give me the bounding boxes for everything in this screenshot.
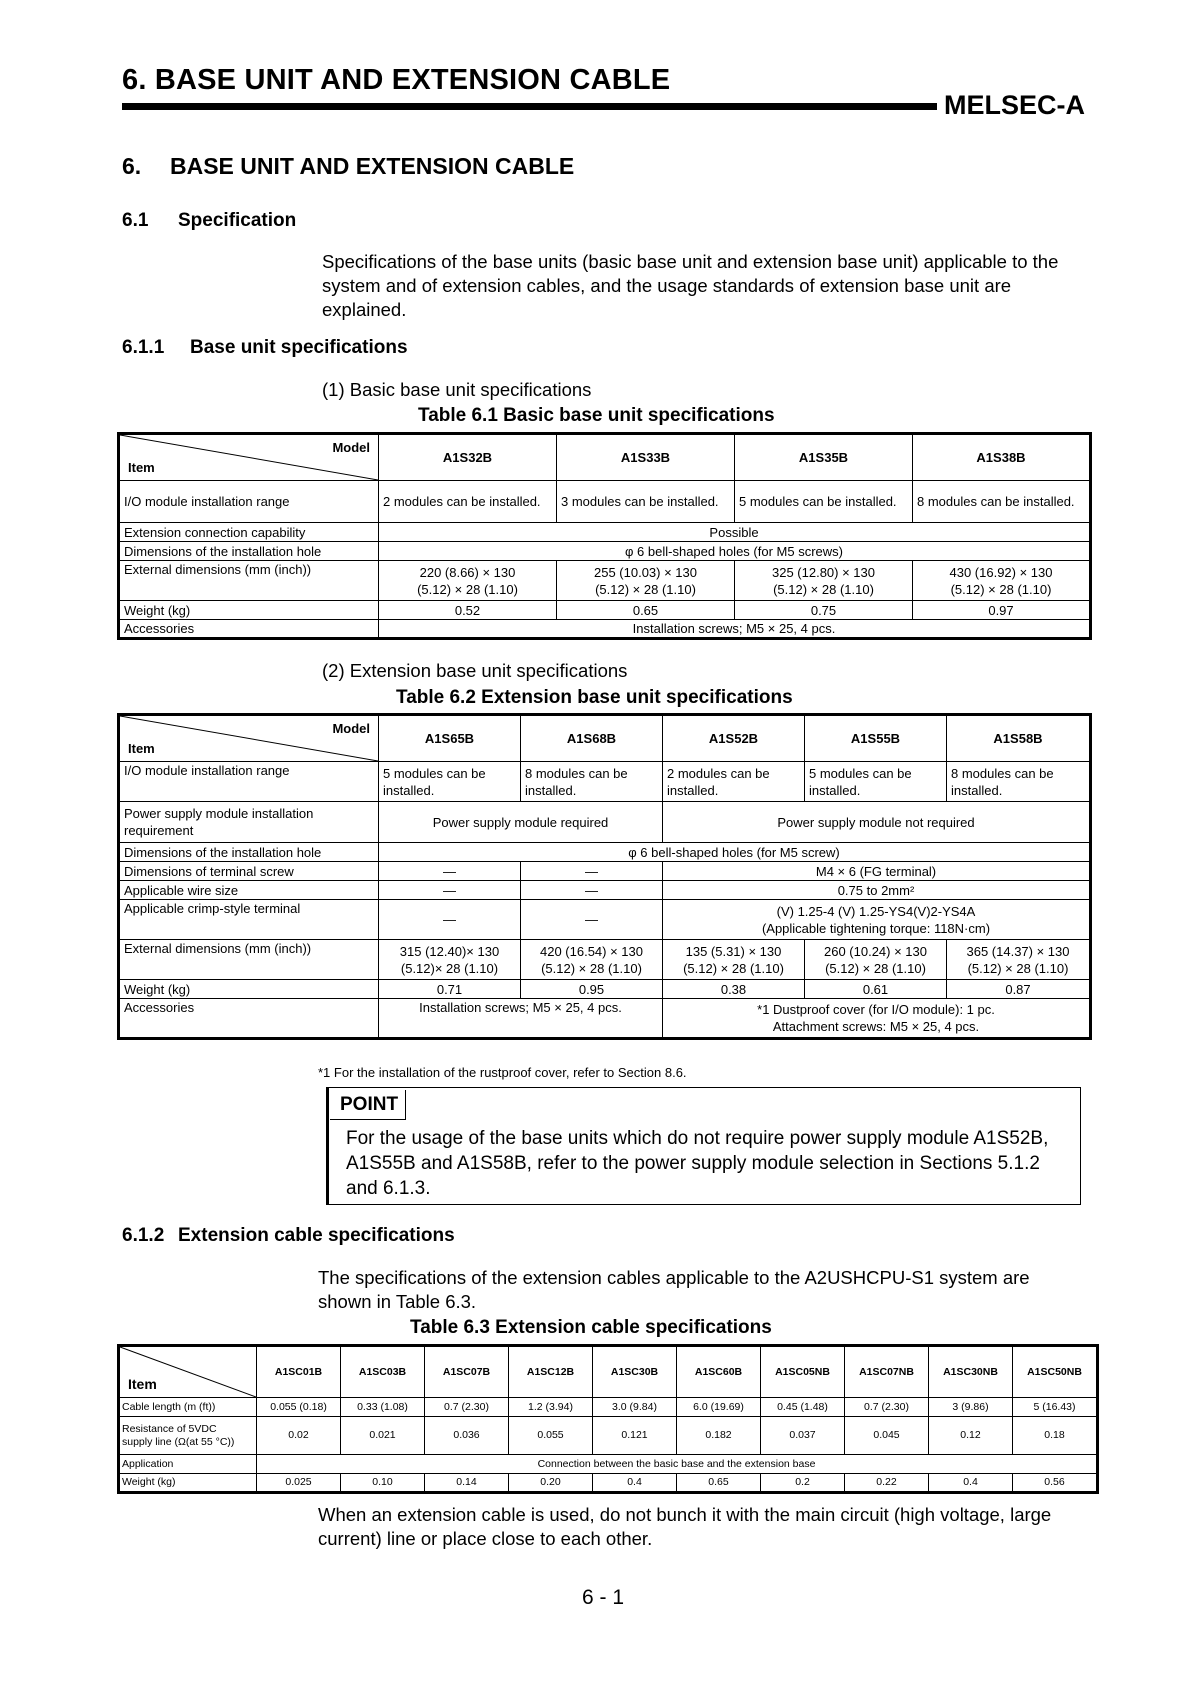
table-cell: Connection between the basic base and the extension base [257,1455,1098,1474]
model-header: A1S65B [379,715,521,762]
model-header: A1SC50NB [1013,1346,1098,1398]
model-header: A1S38B [913,434,1091,481]
row-label: Weight (kg) [119,601,379,620]
row-label: Application [119,1455,257,1474]
section-6-1-1-heading [122,337,408,359]
table-cell: 0.52 [379,601,557,620]
table-cell: 0.10 [341,1474,425,1493]
item-label: Item [128,741,155,756]
section-6-1-paragraph: Specifications of the base units (basic base unit and extension base unit) applicable to the system and of extension cables, and the usage standards of extension base unit are explained. [322,251,1059,320]
table-cell: 0.61 [805,980,947,999]
chapter-title: BASE UNIT AND EXTENSION CABLE [170,153,575,179]
row-label: Dimensions of terminal screw [119,862,379,881]
table-cell: 0.38 [663,980,805,999]
dim-line: 420 (16.54) × 130 [540,943,643,959]
row-label: Weight (kg) [119,980,379,999]
table-cell: Power supply module required [379,802,663,843]
table-cell: 2 modules can be installed. [379,481,557,523]
table-cell: — [521,900,663,940]
row-label: I/O module installation range [119,481,379,523]
table-cell: — [521,881,663,900]
crimp-line: (Applicable tightening torque: 118N·cm) [761,920,991,936]
table-cell: 0.02 [257,1417,341,1455]
table-cell: 0.20 [509,1474,593,1493]
row-label-line: supply line (Ω(at 55 °C)) [122,1435,235,1448]
table-cell: 0.18 [1013,1417,1098,1455]
model-header: A1S55B [805,715,947,762]
table-cell: 0.182 [677,1417,761,1455]
dim-line: (5.12)× 28 (1.10) [400,960,499,976]
table-cell: 0.65 [677,1474,761,1493]
table-cell: — [379,862,521,881]
table1-caption: Table 6.1 Basic base unit specifications [418,405,775,426]
table-cell [557,561,735,601]
table-cell: 0.045 [845,1417,929,1455]
item-label: Item [128,1376,157,1392]
table-cell: 0.45 (1.48) [761,1398,845,1417]
point-text: For the usage of the base units which do not require power supply module A1S52B, A1S55B and A1S58B, refer to the power supply module selection in Sections 5.1.2 and 6.1.3. [346,1128,1049,1199]
cable-usage-note: When an extension cable is used, do not bunch it with the main circuit (high voltage, large current) line or place close to each other. [318,1504,1052,1549]
dim-line: (5.12) × 28 (1.10) [417,581,518,597]
dim-line: (5.12) × 28 (1.10) [950,581,1052,597]
model-header: A1SC30NB [929,1346,1013,1398]
table-cell: 0.025 [257,1474,341,1493]
table-cell: 0.56 [1013,1474,1098,1493]
model-header: A1SC07B [425,1346,509,1398]
table-cell: 5 (16.43) [1013,1398,1098,1417]
table-cell: 3.0 (9.84) [593,1398,677,1417]
table-cell: 5 modules can be installed. [379,762,521,802]
model-header: A1S32B [379,434,557,481]
model-header: A1S52B [663,715,805,762]
table-cell [947,940,1091,980]
model-label: Model [332,440,370,455]
table3-caption: Table 6.3 Extension cable specifications [410,1317,772,1338]
section-6-1-2-heading [122,1225,455,1247]
model-header: A1SC12B [509,1346,593,1398]
model-header: A1SC07NB [845,1346,929,1398]
header-rule [122,103,937,110]
row-label: Accessories [119,620,379,639]
acc-line: *1 Dustproof cover (for I/O module): 1 pc. [757,1002,995,1017]
row-label: Dimensions of the installation hole [119,542,379,561]
dim-line: (5.12) × 28 (1.10) [595,581,696,597]
dim-line: 220 (8.66) × 130 [419,564,516,580]
section-title: Base unit specifications [190,337,408,358]
table-cell: 0.037 [761,1417,845,1455]
table-cell: 8 modules can be installed. [947,762,1091,802]
table-extension-base-units [117,713,1092,1040]
table-cell: Possible [379,523,1091,542]
table1-subheading: (1) Basic base unit specifications [322,379,592,400]
table-cell: 8 modules can be installed. [913,481,1091,523]
point-label: POINT [330,1090,406,1120]
table2-footnote: *1 For the installation of the rustproof cover, refer to Section 8.6. [318,1065,687,1080]
model-header: A1SC01B [257,1346,341,1398]
table-cell: 3 (9.86) [929,1398,1013,1417]
dim-line: (5.12) × 28 (1.10) [825,960,926,976]
dim-line: 430 (16.92) × 130 [949,564,1053,580]
table-header-corner [119,434,379,481]
chapter-number: 6. [122,153,142,179]
section-title: Extension cable specifications [178,1225,455,1246]
table-cell: — [379,881,521,900]
table-cell [663,999,1091,1039]
table-cell: 6.0 (19.69) [677,1398,761,1417]
table-cell: 0.7 (2.30) [845,1398,929,1417]
table-cell: 0.75 to 2mm² [663,881,1091,900]
model-header: A1SC60B [677,1346,761,1398]
table-cell: 2 modules can be installed. [663,762,805,802]
table-cell: 0.33 (1.08) [341,1398,425,1417]
table-cell: — [379,900,521,940]
page-number: 6 - 1 [582,1586,625,1609]
table2-subheading: (2) Extension base unit specifications [322,660,628,681]
dim-line: 325 (12.80) × 130 [772,564,875,580]
table-cell [735,561,913,601]
model-header: A1S58B [947,715,1091,762]
row-label: Cable length (m (ft)) [119,1398,257,1417]
row-label: Accessories [119,999,379,1039]
table-cell: — [521,862,663,881]
model-header: A1SC05NB [761,1346,845,1398]
table-cell [805,940,947,980]
table-cell [379,561,557,601]
table-cell: 0.121 [593,1417,677,1455]
crimp-line: (V) 1.25-4 (V) 1.25-YS4(V)2-YS4A [776,903,976,919]
row-label-line: Resistance of 5VDC [122,1422,217,1435]
dim-line: 260 (10.24) × 130 [824,943,927,959]
dim-line: 315 (12.40)× 130 [399,943,500,959]
table-cell [379,940,521,980]
table-cell: Installation screws; M5 × 25, 4 pcs. [379,620,1091,639]
table-cell: 0.4 [929,1474,1013,1493]
row-label: External dimensions (mm (inch)) [119,561,379,601]
row-label: Applicable wire size [119,881,379,900]
table-cell [663,900,1091,940]
model-header: A1SC03B [341,1346,425,1398]
table-cell: 0.87 [947,980,1091,999]
table-cell: 8 modules can be installed. [521,762,663,802]
row-label: I/O module installation range [119,762,379,802]
table-cell: 0.71 [379,980,521,999]
item-label: Item [128,460,155,475]
table-basic-base-units [117,432,1092,640]
row-label: Power supply module installation requirement [119,802,379,843]
table-cell: Power supply module not required [663,802,1091,843]
table-cell: 0.036 [425,1417,509,1455]
acc-line: Attachment screws: M5 × 25, 4 pcs. [772,1019,980,1034]
section-number: 6.1.2 [122,1225,165,1246]
row-label: Weight (kg) [119,1474,257,1493]
dim-line: 255 (10.03) × 130 [594,564,697,580]
table-cell: M4 × 6 (FG terminal) [663,862,1091,881]
table-cell: 0.2 [761,1474,845,1493]
table-cell: 0.75 [735,601,913,620]
section-title: Specification [178,210,297,231]
table-cell [521,940,663,980]
table-cell: 5 modules can be installed. [805,762,947,802]
table-cell: 0.021 [341,1417,425,1455]
row-label [119,1417,257,1455]
table-cell: 0.12 [929,1417,1013,1455]
table-cell: 0.055 [509,1417,593,1455]
dim-line: (5.12) × 28 (1.10) [683,960,784,976]
dim-line: (5.12) × 28 (1.10) [967,960,1069,976]
row-label: Applicable crimp-style terminal [119,900,379,940]
table-cell: 1.2 (3.94) [509,1398,593,1417]
table-cell: 0.055 (0.18) [257,1398,341,1417]
model-header: A1S68B [521,715,663,762]
table2-caption: Table 6.2 Extension base unit specifications [396,687,793,708]
dim-line: (5.12) × 28 (1.10) [773,581,874,597]
dim-line: 135 (5.31) × 130 [685,943,782,959]
brand-label: MELSEC-A [944,90,1085,120]
table-cell: Installation screws; M5 × 25, 4 pcs. [379,999,663,1039]
model-header: A1SC30B [593,1346,677,1398]
table-cell [663,940,805,980]
dim-line: 365 (14.37) × 130 [966,943,1070,959]
table-cell: 0.7 (2.30) [425,1398,509,1417]
model-header: A1S33B [557,434,735,481]
table-cell [913,561,1091,601]
table-cell: 0.97 [913,601,1091,620]
table-header-corner [119,715,379,762]
table-cell: 0.65 [557,601,735,620]
row-label: Dimensions of the installation hole [119,843,379,862]
running-header-title: 6. BASE UNIT AND EXTENSION CABLE [122,64,671,96]
model-label: Model [332,721,370,736]
table-cell: 0.4 [593,1474,677,1493]
table-header-corner [119,1346,257,1398]
table-cell: 0.14 [425,1474,509,1493]
table-cell: 0.95 [521,980,663,999]
table-cell: φ 6 bell-shaped holes (for M5 screw) [379,843,1091,862]
section-6-1-2-paragraph: The specifications of the extension cables applicable to the A2USHCPU-S1 system are shown in Table 6.3. [318,1267,1030,1312]
model-header: A1S35B [735,434,913,481]
row-label: Extension connection capability [119,523,379,542]
section-number: 6.1.1 [122,337,165,358]
section-6-1-heading [122,210,296,232]
table-extension-cables [117,1344,1099,1494]
table-cell: 5 modules can be installed. [735,481,913,523]
table-cell: 3 modules can be installed. [557,481,735,523]
dim-line: (5.12) × 28 (1.10) [541,960,642,976]
row-label: External dimensions (mm (inch)) [119,940,379,980]
section-number: 6.1 [122,210,149,231]
table-cell: 0.22 [845,1474,929,1493]
table-cell: φ 6 bell-shaped holes (for M5 screws) [379,542,1091,561]
chapter-heading [122,153,574,180]
